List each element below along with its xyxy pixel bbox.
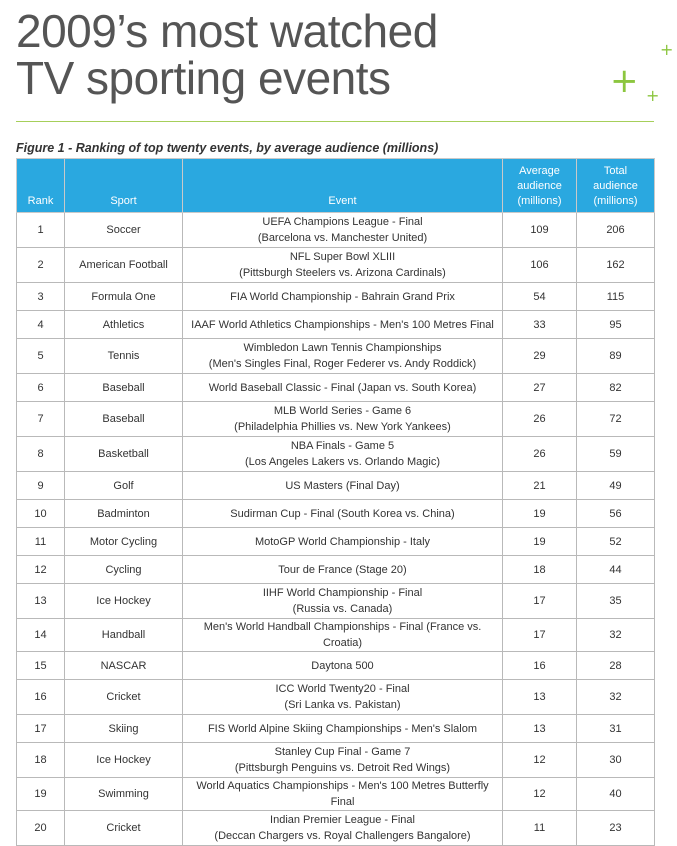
event-line: Indian Premier League - Final — [270, 814, 415, 826]
event-line: World Aquatics Championships - Men's 100 Metres Butterfly Final — [196, 780, 489, 808]
rank-cell: 9 — [17, 472, 65, 500]
table-row — [17, 743, 655, 778]
event-line: (Sri Lanka vs. Pakistan) — [284, 699, 401, 711]
header-line: (millions) — [593, 195, 638, 207]
event-line: FIA World Championship - Bahrain Grand Prix — [230, 290, 455, 303]
table-row — [17, 619, 655, 652]
sport-cell: Golf — [65, 472, 183, 500]
event-line: Tour de France (Stage 20) — [278, 563, 407, 576]
event-line: (Pittsburgh Steelers vs. Arizona Cardinals) — [239, 267, 446, 279]
average-audience-cell: 11 — [503, 811, 577, 846]
table-row — [17, 811, 655, 846]
total-audience-cell: 28 — [577, 652, 655, 680]
rank-cell: 7 — [17, 402, 65, 437]
table-row — [17, 528, 655, 556]
table-row — [17, 339, 655, 374]
page-title — [16, 5, 576, 104]
rank-cell: 11 — [17, 528, 65, 556]
table-row — [17, 680, 655, 715]
average-audience-cell: 21 — [503, 472, 577, 500]
plus-icon: + — [610, 61, 639, 101]
table-row — [17, 437, 655, 472]
average-audience-cell: 27 — [503, 374, 577, 402]
sport-cell: Baseball — [65, 374, 183, 402]
event-cell — [183, 339, 503, 374]
rank-cell: 12 — [17, 556, 65, 584]
total-audience-cell: 52 — [577, 528, 655, 556]
average-audience-cell: 33 — [503, 311, 577, 339]
event-cell — [183, 374, 503, 402]
total-audience-cell: 56 — [577, 500, 655, 528]
average-audience-cell: 12 — [503, 778, 577, 811]
column-header-rank: Rank — [17, 159, 65, 213]
table-header-row — [17, 159, 655, 213]
sport-cell: Athletics — [65, 311, 183, 339]
sport-cell: Baseball — [65, 402, 183, 437]
rank-cell: 16 — [17, 680, 65, 715]
sport-cell: Soccer — [65, 213, 183, 248]
total-audience-cell: 72 — [577, 402, 655, 437]
header-line: Total — [603, 165, 628, 177]
total-audience-cell: 206 — [577, 213, 655, 248]
total-audience-cell: 40 — [577, 778, 655, 811]
table-row — [17, 715, 655, 743]
column-header-sport: Sport — [65, 159, 183, 213]
event-cell — [183, 811, 503, 846]
average-audience-cell: 19 — [503, 500, 577, 528]
average-audience-cell: 109 — [503, 213, 577, 248]
event-line: Daytona 500 — [311, 659, 374, 672]
sport-cell: Tennis — [65, 339, 183, 374]
title-line-1: 2009’s most watched — [16, 5, 438, 57]
event-line: Men's World Handball Championships - Final (France vs. Croatia) — [203, 621, 482, 649]
event-line: IAAF World Athletics Championships - Men's 100 Metres Final — [191, 318, 494, 331]
average-audience-cell: 17 — [503, 584, 577, 619]
total-audience-cell: 32 — [577, 680, 655, 715]
event-line: IIHF World Championship - Final — [262, 587, 423, 599]
sport-cell: Formula One — [65, 283, 183, 311]
event-cell — [183, 500, 503, 528]
sport-cell: Handball — [65, 619, 183, 652]
sport-cell: Cricket — [65, 680, 183, 715]
sport-cell: American Football — [65, 248, 183, 283]
average-audience-cell: 54 — [503, 283, 577, 311]
rank-cell: 13 — [17, 584, 65, 619]
table-row — [17, 402, 655, 437]
event-line: (Deccan Chargers vs. Royal Challengers Bangalore) — [214, 830, 471, 842]
sport-cell: Motor Cycling — [65, 528, 183, 556]
average-audience-cell: 106 — [503, 248, 577, 283]
average-audience-cell: 16 — [503, 652, 577, 680]
average-audience-cell: 26 — [503, 437, 577, 472]
event-line: (Russia vs. Canada) — [292, 603, 393, 615]
sport-cell: Cricket — [65, 811, 183, 846]
rank-cell: 2 — [17, 248, 65, 283]
title-line-2: TV sporting events — [16, 52, 391, 104]
column-header-event: Event — [183, 159, 503, 213]
event-cell — [183, 584, 503, 619]
event-cell — [183, 311, 503, 339]
plus-icon: + — [646, 86, 660, 105]
event-cell — [183, 680, 503, 715]
divider — [16, 121, 654, 122]
total-audience-cell: 82 — [577, 374, 655, 402]
header-line: Average — [519, 165, 560, 177]
ranking-table — [16, 158, 655, 846]
average-audience-cell: 13 — [503, 715, 577, 743]
event-line: (Los Angeles Lakers vs. Orlando Magic) — [244, 456, 441, 468]
event-cell — [183, 556, 503, 584]
event-line: MotoGP World Championship - Italy — [254, 535, 431, 548]
table-row — [17, 283, 655, 311]
event-line: NBA Finals - Game 5 — [290, 440, 395, 452]
event-cell — [183, 283, 503, 311]
rank-cell: 1 — [17, 213, 65, 248]
rank-cell: 19 — [17, 778, 65, 811]
figure-caption: Figure 1 - Ranking of top twenty events, by average audience (millions) — [16, 141, 439, 155]
table-row — [17, 778, 655, 811]
event-line: US Masters (Final Day) — [285, 479, 400, 492]
event-cell — [183, 778, 503, 811]
event-cell — [183, 652, 503, 680]
plus-icon: + — [660, 40, 674, 59]
event-line: World Baseball Classic - Final (Japan vs. South Korea) — [208, 381, 477, 394]
column-header-average-audience — [503, 159, 577, 213]
rank-cell: 4 — [17, 311, 65, 339]
rank-cell: 14 — [17, 619, 65, 652]
event-line: NFL Super Bowl XLIII — [289, 251, 396, 263]
total-audience-cell: 95 — [577, 311, 655, 339]
table-row — [17, 374, 655, 402]
event-cell — [183, 619, 503, 652]
rank-cell: 20 — [17, 811, 65, 846]
total-audience-cell: 162 — [577, 248, 655, 283]
rank-cell: 10 — [17, 500, 65, 528]
sport-cell: Ice Hockey — [65, 743, 183, 778]
table-row — [17, 556, 655, 584]
event-line: ICC World Twenty20 - Final — [275, 683, 410, 695]
header-line: audience — [517, 180, 562, 192]
event-line: (Men's Singles Final, Roger Federer vs. Andy Roddick) — [208, 358, 477, 370]
total-audience-cell: 30 — [577, 743, 655, 778]
event-line: Wimbledon Lawn Tennis Championships — [243, 342, 442, 354]
event-cell — [183, 213, 503, 248]
sport-cell: Badminton — [65, 500, 183, 528]
event-line: FIS World Alpine Skiing Championships - Men's Slalom — [207, 722, 478, 735]
table-row — [17, 248, 655, 283]
total-audience-cell: 59 — [577, 437, 655, 472]
sport-cell: Swimming — [65, 778, 183, 811]
sport-cell: Skiing — [65, 715, 183, 743]
rank-cell: 3 — [17, 283, 65, 311]
average-audience-cell: 18 — [503, 556, 577, 584]
event-cell — [183, 743, 503, 778]
total-audience-cell: 49 — [577, 472, 655, 500]
event-cell — [183, 715, 503, 743]
total-audience-cell: 32 — [577, 619, 655, 652]
average-audience-cell: 26 — [503, 402, 577, 437]
event-line: Stanley Cup Final - Game 7 — [274, 746, 411, 758]
sport-cell: NASCAR — [65, 652, 183, 680]
event-cell — [183, 472, 503, 500]
rank-cell: 5 — [17, 339, 65, 374]
table-row — [17, 472, 655, 500]
total-audience-cell: 35 — [577, 584, 655, 619]
table-row — [17, 652, 655, 680]
total-audience-cell: 44 — [577, 556, 655, 584]
average-audience-cell: 29 — [503, 339, 577, 374]
total-audience-cell: 23 — [577, 811, 655, 846]
rank-cell: 17 — [17, 715, 65, 743]
event-cell — [183, 248, 503, 283]
column-header-total-audience — [577, 159, 655, 213]
table-row — [17, 311, 655, 339]
event-line: MLB World Series - Game 6 — [273, 405, 412, 417]
event-cell — [183, 437, 503, 472]
total-audience-cell: 115 — [577, 283, 655, 311]
average-audience-cell: 19 — [503, 528, 577, 556]
header-line: audience — [593, 180, 638, 192]
event-line: (Pittsburgh Penguins vs. Detroit Red Wings) — [234, 762, 451, 774]
total-audience-cell: 31 — [577, 715, 655, 743]
rank-cell: 6 — [17, 374, 65, 402]
sport-cell: Cycling — [65, 556, 183, 584]
total-audience-cell: 89 — [577, 339, 655, 374]
event-line: (Barcelona vs. Manchester United) — [257, 232, 428, 244]
event-line: UEFA Champions League - Final — [262, 216, 423, 228]
sport-cell: Basketball — [65, 437, 183, 472]
event-cell — [183, 528, 503, 556]
table-row — [17, 213, 655, 248]
average-audience-cell: 13 — [503, 680, 577, 715]
table-row — [17, 500, 655, 528]
average-audience-cell: 12 — [503, 743, 577, 778]
sport-cell: Ice Hockey — [65, 584, 183, 619]
event-cell — [183, 402, 503, 437]
average-audience-cell: 17 — [503, 619, 577, 652]
event-line: Sudirman Cup - Final (South Korea vs. China) — [230, 507, 455, 520]
table-row — [17, 584, 655, 619]
rank-cell: 8 — [17, 437, 65, 472]
rank-cell: 15 — [17, 652, 65, 680]
rank-cell: 18 — [17, 743, 65, 778]
event-line: (Philadelphia Phillies vs. New York Yankees) — [234, 421, 451, 433]
header-line: (millions) — [517, 195, 562, 207]
